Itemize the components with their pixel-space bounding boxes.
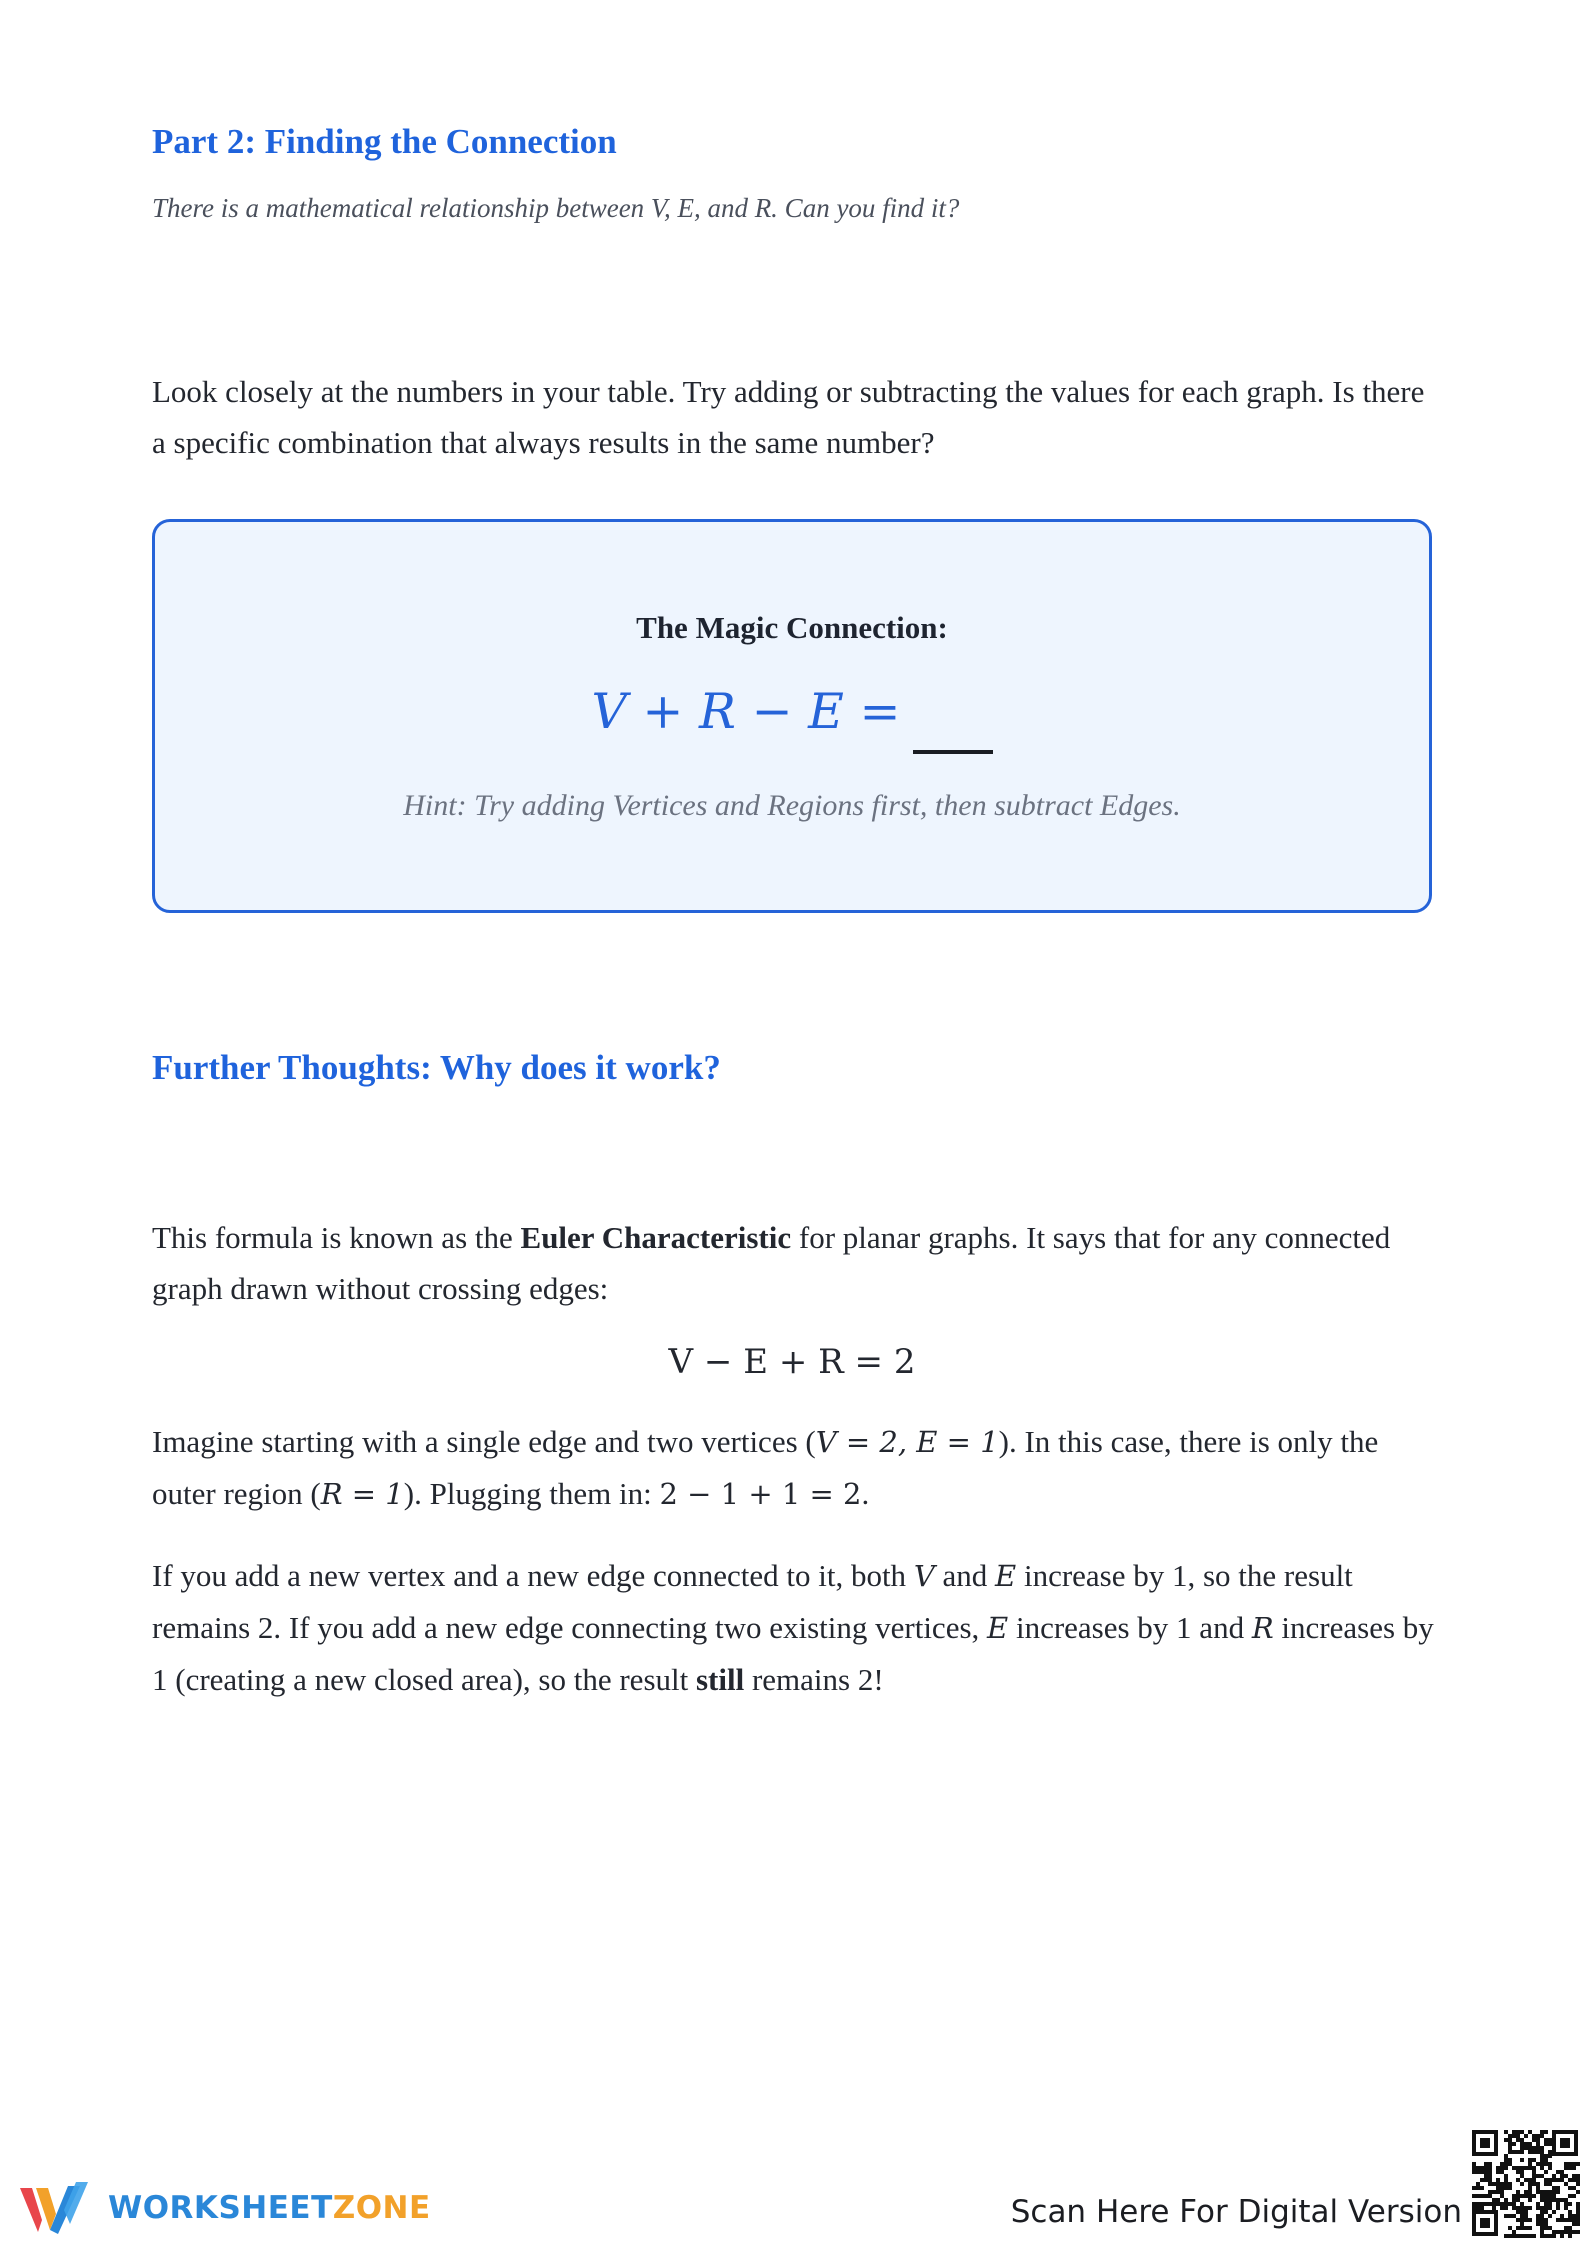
p3-text-e: increases by 1 (creating a new closed area), so the result xyxy=(152,1610,1434,1697)
logo-word-worksheet: WORKSHEET xyxy=(108,2190,333,2226)
p2-text-a: Imagine starting with a single edge and two vertices ( xyxy=(152,1424,816,1459)
magic-box-title: The Magic Connection: xyxy=(636,610,948,645)
p3-math-e2: E xyxy=(987,1611,1009,1645)
further-heading: Further Thoughts: Why does it work? xyxy=(152,1048,721,1087)
further-paragraph-1 xyxy=(152,1212,1442,1314)
p2-text-c: ). Plugging them in: xyxy=(403,1476,660,1511)
magic-connection-box xyxy=(152,519,1432,913)
further-paragraph-2 xyxy=(152,1416,1442,1520)
still-emphasis: still xyxy=(695,1662,745,1697)
p3-math-e: E xyxy=(995,1559,1017,1593)
magic-box-hint: Hint: Try adding Vertices and Regions first, then subtract Edges. xyxy=(403,789,1181,822)
p3-text-d: increases by 1 and xyxy=(1008,1610,1252,1645)
p3-text-c: increase by 1, so the result remains 2. If you add a new edge connecting two existing vertices, xyxy=(152,1558,1353,1645)
p2-text-b: ). In this case, there is only the outer region ( xyxy=(152,1424,1379,1511)
magic-equation-text: V + R − E = xyxy=(591,683,901,740)
logo-word-zone: ZONE xyxy=(332,2190,431,2226)
worksheetzone-logo[interactable] xyxy=(18,2180,431,2236)
worksheetzone-logo-icon xyxy=(18,2180,90,2236)
answer-blank[interactable] xyxy=(913,680,993,754)
scan-here-label: Scan Here For Digital Version xyxy=(1010,2194,1462,2230)
worksheetzone-wordmark xyxy=(108,2190,431,2226)
p3-math-r: R xyxy=(1251,1611,1274,1645)
p3-text-f: remains 2! xyxy=(744,1662,884,1697)
p2-text-d: . xyxy=(861,1476,870,1511)
p1-text-rest: for planar graphs. It says that for any connected graph drawn without crossing edges: xyxy=(152,1220,1391,1306)
p2-math-initial: V = 2, E = 1 xyxy=(815,1425,999,1459)
p2-math-sum: 2 − 1 + 1 = 2 xyxy=(659,1477,862,1511)
p3-math-v: V xyxy=(913,1559,935,1593)
qr-code-icon[interactable] xyxy=(1470,2128,1580,2238)
p3-text-b: and xyxy=(934,1558,996,1593)
further-paragraph-3 xyxy=(152,1550,1442,1705)
part2-intro: Look closely at the numbers in your table. Try adding or subtracting the values for each graph. Is there a specific combination that always results in the same number? xyxy=(152,374,1425,460)
part2-subtitle: There is a mathematical relationship between V, E, and R. Can you find it? xyxy=(152,193,960,223)
p3-text-a: If you add a new vertex and a new edge connected to it, both xyxy=(152,1558,914,1593)
p2-math-region: R = 1 xyxy=(320,1477,404,1511)
euler-formula: V − E + R = 2 xyxy=(668,1342,916,1382)
p1-text: This formula is known as the xyxy=(152,1220,521,1255)
magic-equation xyxy=(155,680,1429,770)
part2-heading: Part 2: Finding the Connection xyxy=(152,122,617,161)
euler-characteristic-term: Euler Characteristic xyxy=(520,1220,792,1255)
